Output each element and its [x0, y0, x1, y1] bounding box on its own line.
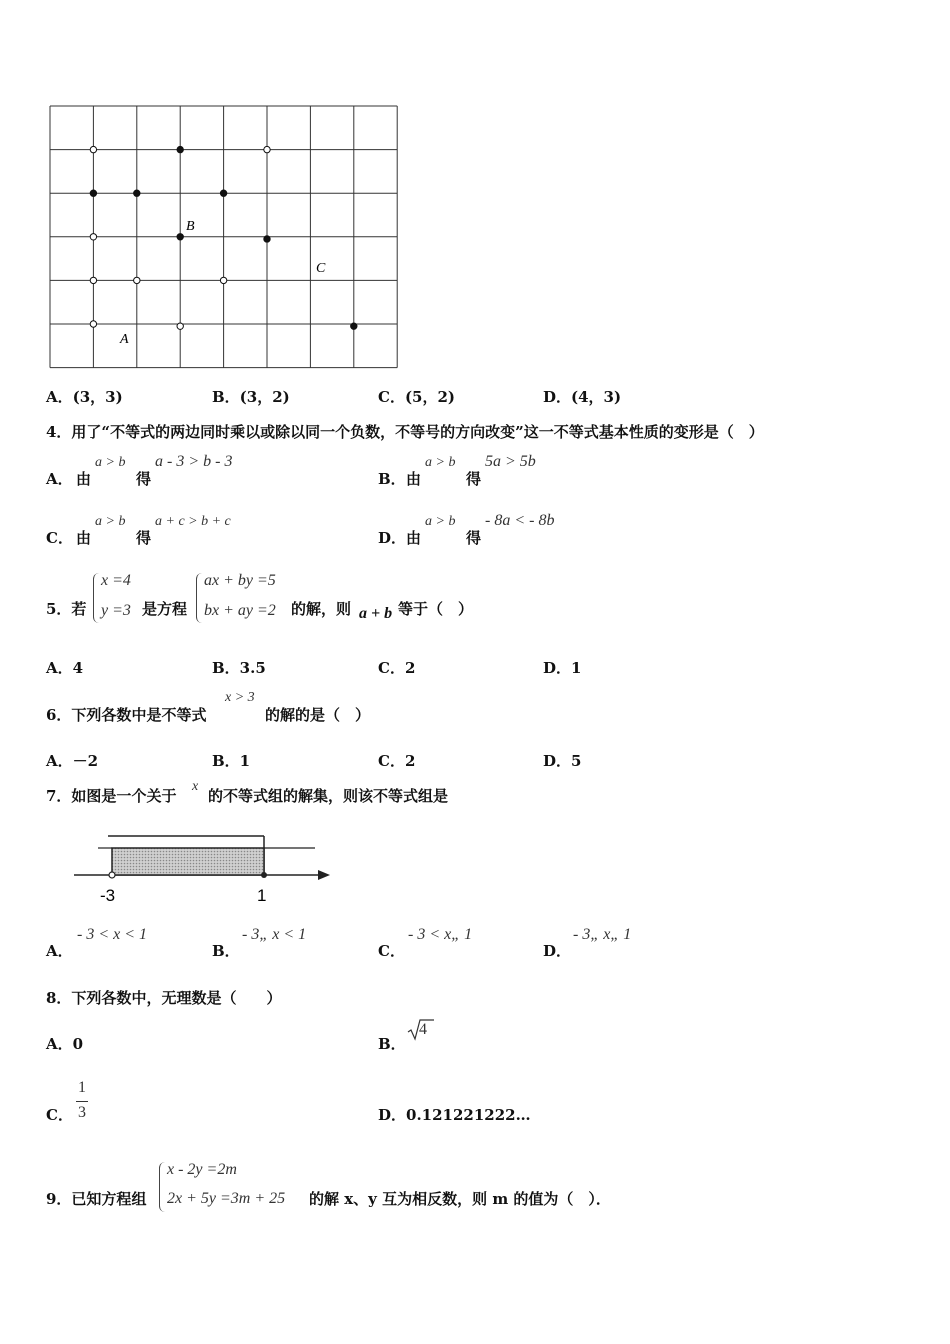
- grid-point-hollow: [90, 234, 96, 240]
- q5-sys1-line1: x =4: [101, 572, 131, 589]
- q5-option-b[interactable]: B．3.5: [212, 659, 266, 677]
- number-line-arrow-icon: [318, 870, 330, 880]
- q7-pre: 7．如图是一个关于: [46, 787, 177, 805]
- grid-point-hollow: [90, 146, 96, 152]
- q7-option-b-expr: - 3„ x < 1: [242, 926, 307, 943]
- q8-option-b-radicand: 4: [419, 1021, 427, 1038]
- fraction-bar: [76, 1101, 88, 1102]
- q7-option-d-label[interactable]: D．: [543, 942, 572, 960]
- q4-a-expr: a - 3 > b - 3: [155, 453, 233, 470]
- q4-d-de: 得: [466, 529, 482, 547]
- grid-point-hollow: [177, 323, 183, 329]
- q8-option-d[interactable]: D．0.121221222…: [378, 1106, 531, 1124]
- q9-line2: 2x + 5y =3m + 25: [167, 1190, 286, 1207]
- q4-c-you: 由: [76, 529, 92, 547]
- q7-option-b-label[interactable]: B．: [212, 942, 240, 960]
- q8-option-b-label[interactable]: B．: [378, 1035, 406, 1053]
- q9-brace: [159, 1162, 166, 1212]
- q3-option-d[interactable]: D．(4，3): [543, 388, 622, 406]
- q4-option-d-label[interactable]: D．: [378, 529, 407, 547]
- grid-point-hollow: [90, 321, 96, 327]
- grid-point-solid: [351, 323, 357, 329]
- q4-b-de: 得: [466, 470, 482, 488]
- q4-option-b-label[interactable]: B．: [378, 470, 406, 488]
- q6-option-b[interactable]: B．1: [212, 752, 251, 770]
- q4-b-premise: a > b: [425, 455, 456, 470]
- q6-expr: x > 3: [225, 690, 255, 705]
- grid-point-hollow: [264, 146, 270, 152]
- number-line-label-left: -3: [100, 886, 116, 905]
- q5-end: 等于（ ）: [398, 600, 474, 618]
- grid-point-hollow: [90, 277, 96, 283]
- q6-post: 的解的是（ ）: [265, 706, 371, 724]
- q7-number-line: [60, 826, 340, 908]
- q7-option-a-expr: - 3 < x < 1: [77, 926, 148, 943]
- q4-a-you: 由: [76, 470, 92, 488]
- q4-c-de: 得: [136, 529, 152, 547]
- q7-post: 的不等式组的解集，则该不等式组是: [208, 787, 449, 805]
- q5-brace-1: [93, 573, 100, 623]
- grid-point-solid: [264, 236, 270, 242]
- q4-b-expr: 5a > 5b: [485, 453, 536, 470]
- q6-pre: 6．下列各数中是不等式: [46, 706, 207, 724]
- grid-label-a: A: [120, 332, 129, 347]
- q7-option-d-expr: - 3„ x„ 1: [573, 926, 632, 943]
- q3-option-c[interactable]: C．(5，2): [378, 388, 456, 406]
- q4-option-a-label[interactable]: A．: [46, 470, 73, 488]
- q4-d-premise: a > b: [425, 514, 456, 529]
- q8-stem: 8．下列各数中，无理数是（ ）: [46, 989, 282, 1007]
- open-endpoint-left: [109, 872, 115, 878]
- q4-b-you: 由: [406, 470, 422, 488]
- q5-expr: a + b: [359, 605, 393, 622]
- q5-option-d[interactable]: D．1: [543, 659, 582, 677]
- q8-option-c-denominator: 3: [78, 1104, 86, 1121]
- q5-sys1-line2: y =3: [101, 602, 131, 619]
- q9-post: 的解 x、y 互为相反数，则 m 的值为（ ）．: [309, 1190, 611, 1208]
- q7-var: x: [192, 779, 199, 794]
- q5-brace-2: [196, 573, 203, 623]
- q6-option-c[interactable]: C．2: [378, 752, 416, 770]
- grid-point-hollow: [220, 277, 226, 283]
- q5-sys2-line1: ax + by =5: [204, 572, 276, 589]
- q5-mid: 是方程: [142, 600, 188, 618]
- q7-option-c-label[interactable]: C．: [378, 942, 405, 960]
- grid-label-c: C: [316, 261, 326, 276]
- q8-option-a[interactable]: A．0: [46, 1035, 84, 1053]
- q6-option-a[interactable]: A．－2: [46, 752, 99, 770]
- q4-a-de: 得: [136, 470, 152, 488]
- grid-point-solid: [177, 234, 183, 240]
- grid-point-hollow: [134, 277, 140, 283]
- q7-option-a-label[interactable]: A．: [46, 942, 73, 960]
- q4-d-expr: - 8a < - 8b: [485, 512, 555, 529]
- q4-stem: 4．用了“不等式的两边同时乘以或除以同一个负数，不等号的方向改变”这一不等式基本性质的变形是（ ）: [46, 423, 764, 441]
- q6-option-d[interactable]: D．5: [543, 752, 582, 770]
- q7-option-c-expr: - 3 < x„ 1: [408, 926, 473, 943]
- q5-pre: 5．若: [46, 600, 87, 618]
- q5-option-c[interactable]: C．2: [378, 659, 416, 677]
- q4-c-expr: a + c > b + c: [155, 514, 231, 529]
- q4-c-premise: a > b: [95, 514, 126, 529]
- q5-sys2-line2: bx + ay =2: [204, 602, 276, 619]
- q4-a-premise: a > b: [95, 455, 126, 470]
- closed-endpoint-right: [261, 872, 267, 878]
- grid-label-b: B: [186, 219, 195, 234]
- grid-point-solid: [90, 190, 96, 196]
- q4-option-c-label[interactable]: C．: [46, 529, 73, 547]
- q3-option-b[interactable]: B．(3，2): [212, 388, 290, 406]
- solution-region: [112, 848, 264, 875]
- q8-option-c-label[interactable]: C．: [46, 1106, 73, 1124]
- grid-point-solid: [177, 146, 183, 152]
- number-line-label-right: 1: [257, 886, 267, 905]
- q5-post: 的解，则: [291, 600, 352, 618]
- q8-option-c-numerator: 1: [78, 1079, 86, 1096]
- q4-d-you: 由: [406, 529, 422, 547]
- q3-grid-figure: [44, 100, 404, 372]
- q9-line1: x - 2y =2m: [167, 1161, 237, 1178]
- grid-point-solid: [220, 190, 226, 196]
- grid-point-solid: [134, 190, 140, 196]
- q9-pre: 9．已知方程组: [46, 1190, 147, 1208]
- q5-option-a[interactable]: A．4: [46, 659, 84, 677]
- q3-option-a[interactable]: A．(3，3): [46, 388, 123, 406]
